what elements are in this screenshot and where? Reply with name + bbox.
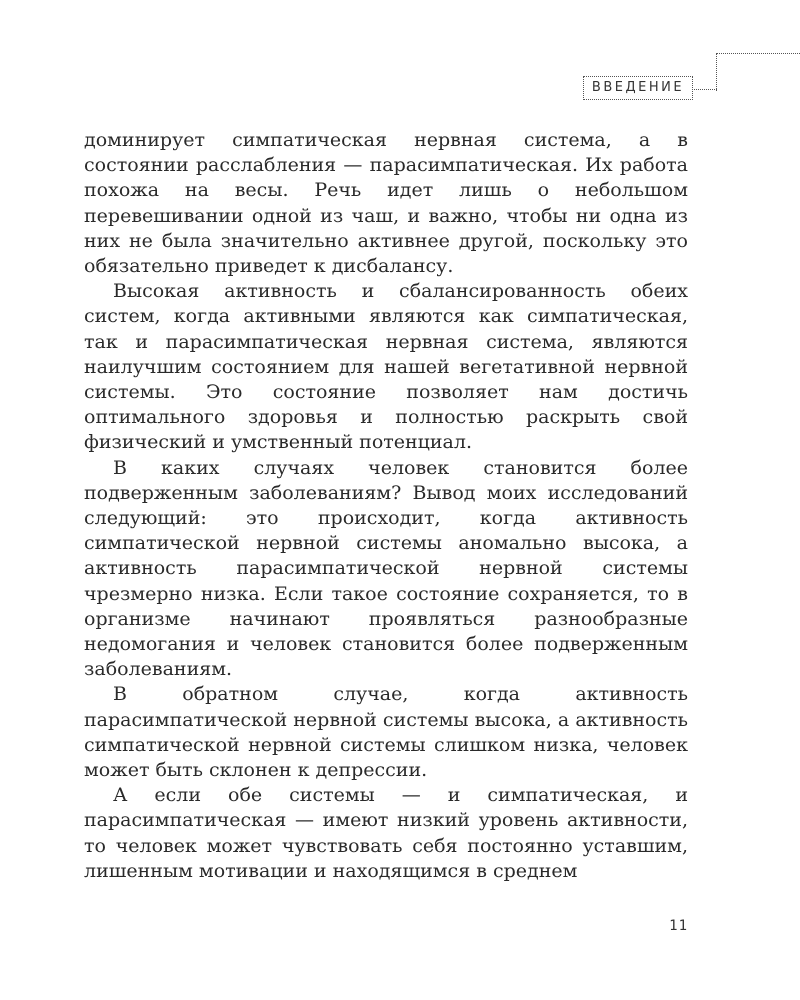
section-label: ВВЕДЕНИЕ [583,76,693,100]
paragraph-3: В каких случаях человек становится более подверженным заболеваниям? Вывод моих исследований следующий: это происходит, когда активность симпатической нервной системы аномально высока, а активность парасимпатической нервной системы чрезмерно низка. Если такое состояние сохраняется, то в организме начинают проявляться разнообразные недомогания и человек становится более подверженным заболеваниям. [84,456,688,681]
paragraph-2: Высокая активность и сбалансированность обеих систем, когда активными являются как симпатическая, так и парасимпатическая нервная система, являются наилучшим состоянием для нашей вегетативной нервной системы. Это состояние позволяет нам достичь оптимального здоровья и полностью раскрыть свой физический и умственный потенциал. [84,280,688,454]
body-text [84,128,688,884]
paragraph-1: доминирует симпатическая нервная система, а в состоянии расслабления — парасимпатическая. Их работа похожа на весы. Речь идет лишь о небольшом перевешивании одной из чаш, и важно, чтобы ни одна из них не была значительно активнее другой, поскольку это обязательно приведет к дисбалансу. [84,129,688,278]
paragraph-5: А если обе системы — и симпатическая, и парасимпатическая — имеют низкий уровень активности, то человек может чувствовать себя постоянно уставшим, лишенным мотивации и находящимся в среднем [84,784,688,882]
page-number: 11 [669,918,688,934]
paragraph-4: В обратном случае, когда активность парасимпатической нервной системы высока, а активность симпатической нервной системы слишком низка, человек может быть склонен к депрессии. [84,683,688,782]
header-connector-line [692,89,717,90]
corner-decorative-frame [716,53,800,91]
